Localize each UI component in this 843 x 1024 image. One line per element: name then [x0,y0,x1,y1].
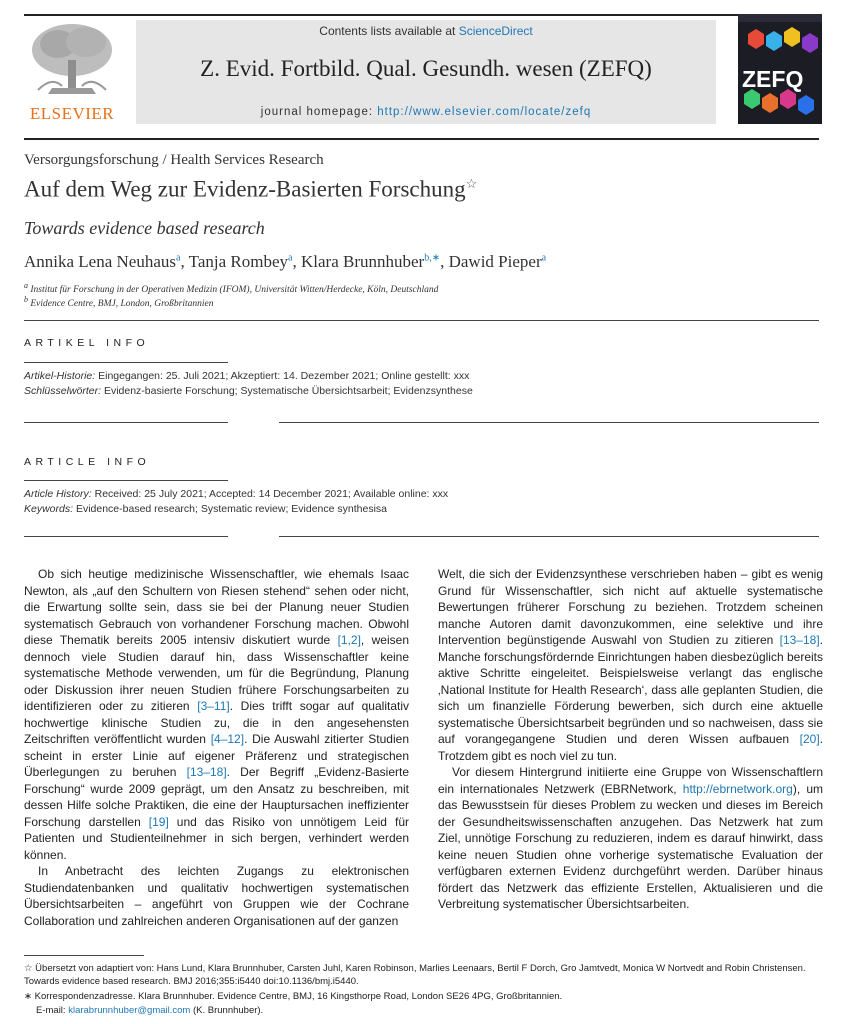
text-run: . Manche forschungsfördernde Einrichtungen haben diesbezüglich bereits aktive Schritte eingeleitet. Beispielsweise verlangt das englische ‚National Institute for Health Research‘, dass alle geplanten Studien, die sich um finanzielle Förderung bewerben, sich durch eine aktuelle systematische Übersichtsarbeit begründen und so nachweisen, dass sie auf vorangegangene Studien und deren Wissen aufbauen [438,633,823,746]
artikel-info-heading: ARTIKEL INFO [24,337,150,349]
elsevier-tree-icon [28,20,116,100]
info-divider [24,362,228,363]
keywords-text: Evidence-based research; Systematic review; Evidence synthesisa [75,503,388,515]
history-text: Eingegangen: 25. Juli 2021; Akzeptiert: 14. Dezember 2021; Online gestellt: xxx [98,370,470,382]
journal-homepage [136,106,716,118]
article-subtitle: Towards evidence based research [24,218,265,238]
history-text: Received: 25 July 2021; Accepted: 14 December 2021; Available online: xxx [94,488,449,500]
info-divider [24,422,228,423]
title-footnote-mark[interactable]: ☆ [465,176,478,191]
ebrnetwork-link[interactable]: http://ebrnetwork.org [682,781,793,796]
footnote-text: Korrespondenzadresse. Klara Brunnhuber. Evidence Centre, BMJ, 16 Kingsthorpe Road, London SE26 4PG, Großbritannien. [34,991,563,1002]
info-divider [24,536,228,537]
info-divider [279,422,819,423]
artikel-keywords [24,385,473,397]
affiliation-b [24,295,214,309]
contents-line [136,24,716,38]
citation-link[interactable]: [19] [148,814,169,829]
citation-link[interactable]: [20] [799,732,820,746]
article-title-text: Auf dem Weg zur Evidenz-Basierten Forschung [24,176,466,202]
citation-link[interactable]: [13–18] [779,633,820,647]
homepage-link[interactable]: http://www.elsevier.com/locate/zefq [377,106,592,118]
author-affiliation-mark[interactable]: a [176,252,181,264]
artikel-history [24,370,469,382]
affiliation-mark: b [24,295,28,304]
article-section: Versorgungsforschung / Health Services Research [24,152,324,168]
sciencedirect-link[interactable]: ScienceDirect [458,24,533,38]
article-history [24,488,448,500]
footnote-translation [24,962,819,988]
journal-cover-image [738,14,822,124]
footnote-email [36,1004,819,1017]
elsevier-wordmark: ELSEVIER [29,104,115,123]
citation-link[interactable]: [1,2] [337,633,361,647]
body-paragraph [438,764,823,913]
article-keywords [24,503,387,515]
body-paragraph: In Anbetracht des leichten Zugangs zu elektronischen Studiendatenbanken und qualitativ hochwertigen systematischen Übersichtsarbeiten – angeführt von Gruppen wie der Cochrane Collaboration und zahlreichen anderen Organisationen auf der ganzen [24,864,409,928]
affiliation-mark: a [24,281,28,290]
citation-link[interactable]: [3–11] [197,699,230,713]
body-column-right [438,566,823,913]
article-title [24,176,477,203]
affiliation-a [24,281,438,295]
email-link[interactable]: klarabrunnhuber@gmail.com [68,1005,191,1016]
header-bottom-rule [24,138,819,140]
affiliation-text: Evidence Centre, BMJ, London, Großbritannien [30,299,214,310]
text-run: . Die Auswahl zitierter Studien scheint in erster Linie auf eigener Präferenz und strategischen Überlegungen zu beruhen [24,732,409,779]
author-affiliation-mark[interactable]: b,∗ [424,252,441,264]
title-divider [24,320,819,321]
author-name[interactable]: Tanja Rombey [188,252,289,271]
author-affiliation-mark[interactable]: a [288,252,293,264]
keywords-label: Schlüsselwörter: [24,385,102,397]
homepage-prefix: journal homepage: [260,106,378,118]
contents-prefix: Contents lists available at [319,24,459,38]
cover-title: ZEFQ [742,66,804,92]
keywords-text: Evidenz-basierte Forschung; Systematische Übersichtsarbeit; Evidenzsynthese [103,385,473,397]
body-column-left [24,566,409,929]
author-name[interactable]: Klara Brunnhuber [301,252,425,271]
text-run: Welt, die sich der Evidenzsynthese verschrieben haben – gibt es wenig Grund für Wissenschaftler, sich nicht auf aktuelle systematische Bewertungen früherer Forschung zu beziehen. Trotzdem scheinen manche Autoren damit davonzukommen, eine selektive und ihre Intervention begünstigende Auswahl von Studien zu zitieren [438,567,823,647]
footnote-correspondence [24,990,819,1003]
header-top-rule [24,14,819,16]
info-divider [279,536,819,537]
footnote-rule [24,955,144,956]
keywords-label: Keywords: [24,503,74,515]
text-run: Vor diesem Hintergrund initiierte eine Gruppe von Wissenschaftlern ein internationales Netzwerk (EBRNetwork, [438,765,823,796]
footnote-mark: ☆ [24,963,33,974]
body-paragraph [24,566,409,863]
citation-link[interactable]: [4–12] [210,732,245,746]
history-label: Artikel-Historie: [24,370,96,382]
text-run: . Trotzdem gibt es noch viel zu tun. [438,732,823,763]
info-divider [24,480,228,481]
text-run: und das Risiko von unnötigem Leid für Patienten und Studienteilnehmer in sich bergen, verhindert werden können. [24,814,409,862]
author-list: Annika Lena Neuhaus$^a$, Tanja Rombey$^a$, Klara Brunnhuber$^{b,∗}$, Dawid Pieper$^a$ [24,252,547,271]
email-suffix: (K. Brunnhuber). [190,1005,264,1016]
footnote-text: Übersetzt von adaptiert von: Hans Lund, Klara Brunnhuber, Carsten Juhl, Karen Robinson, Marlies Leenaars, Bertil F Dorch, Gro Jamtvedt, Monica W Nortvedt and Robin Christensen. Towards evidence based research. BMJ 2016;355:i5440 doi:10.1136/bmj.i5440. [24,963,806,987]
history-label: Article History: [24,488,92,500]
body-paragraph [438,566,823,764]
text-run: ), um das Bewusstsein für dieses Problem zu wecken und dieses im Bereich der Gesundheitswissenschaften anzugehen. Das Netzwerk hat zum Ziel, unnötige Forschung zu reduzieren, indem es darauf hinwirkt, dass keine neuen Studien ohne vorherige systematische Evaluation der verfügbaren externen Evidenz durchgeführt werden. Darüber hinaus fördert das Netzwerk das effiziente Erstellen, Aktualisieren und die Verbreitung systematischer Übersichtsarbeiten. [438,781,823,911]
text-run: . Dies trifft sogar auf qualitativ hochwertige klinische Studien zu, die in den angesehensten Zeitschriften veröffentlicht wurden [24,699,409,746]
text-run: , weisen dennoch viele Studien darauf hin, dass Wissenschaftler keine systematische Methode verwenden, um für die Begründung, Planung oder Diskussion ihrer neuen Studien frühere Forschungsarbeiten zu identifizieren oder zu zitieren [24,633,409,713]
affiliation-text: Institut für Forschung in der Operativen Medizin (IFOM), Universität Witten/Herdecke, Köln, Deutschland [30,285,439,296]
journal-banner [136,20,716,124]
article-info-heading: ARTICLE INFO [24,456,151,468]
elsevier-logo [22,20,122,125]
email-label: E-mail: [36,1005,69,1016]
text-run: . Der Begriff „Evidenz-Basierte Forschung“ wurde 2009 geprägt, um den Ansatz zu beschreiben, mit dessen Hilfe solche Praktiken, die eine der Hauptursachen ineffizienter Forschung darstellen [24,765,409,829]
author-affiliation-mark[interactable]: a [541,252,547,264]
text-run: Ob sich heutige medizinische Wissenschaftler, wie ehemals Isaac Newton, als „auf den Schultern von Riesen stehend“ sehen oder nicht, die Erwartung sollte sein, dass sie bei der Planung neuer Studien systematisch Gebrauch von vorhandener Forschung machen. Obwohl diese Thematik bereits 2005 intensiv diskutiert wurde [24,567,409,647]
citation-link[interactable]: [13–18] [186,765,227,779]
footnote-mark: ∗ [24,991,32,1002]
author-name[interactable]: Dawid Pieper [448,252,542,271]
author-name[interactable]: Annika Lena Neuhaus [24,252,177,271]
journal-title: Z. Evid. Fortbild. Qual. Gesundh. wesen (ZEFQ) [200,56,652,81]
